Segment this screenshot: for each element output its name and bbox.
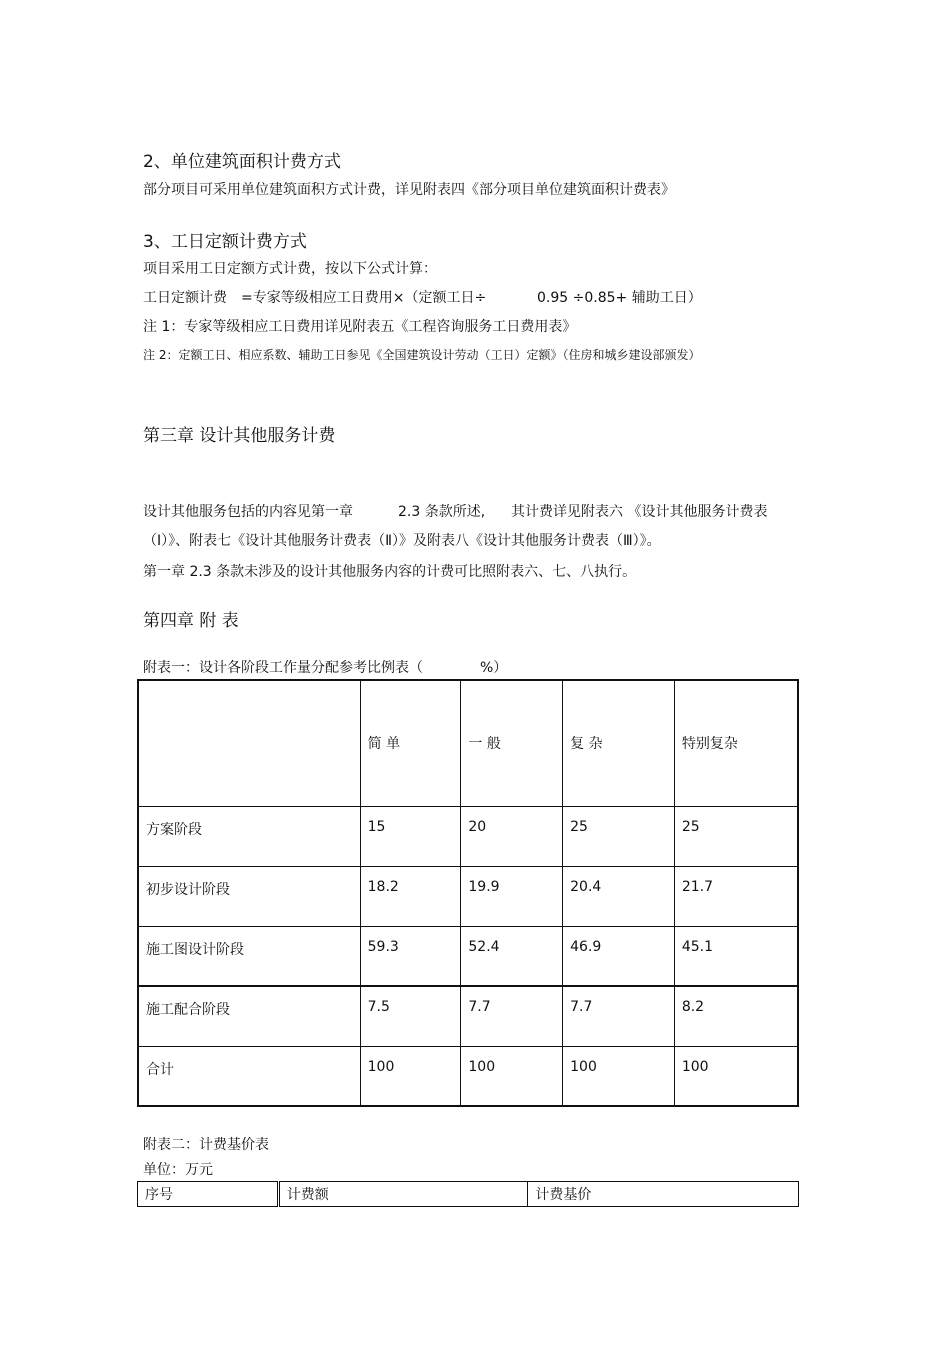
formula-mid: =专家等级相应工日费用×（定额工日÷ (241, 290, 487, 306)
table-cell: 59.3 (360, 926, 461, 986)
table-cell: 20.4 (563, 866, 675, 926)
table-cell: 100 (563, 1046, 675, 1106)
chapter-3-p1-a: 设计其他服务包括的内容见第一章 (143, 504, 353, 520)
table-header-cell: 特别复杂 (674, 680, 798, 806)
table-header-row (138, 1182, 799, 1207)
formula-right: 0.95 ÷0.85+ 辅助工日） (537, 290, 702, 306)
table-header-cell: 计费额 (278, 1182, 528, 1207)
note-1: 注 1：专家等级相应工日费用详见附表五《工程咨询服务工日费用表》 (143, 319, 577, 335)
table1-caption-b: %） (480, 660, 508, 676)
table-cell: 7.5 (360, 986, 461, 1046)
table-header-cell: 简 单 (360, 680, 461, 806)
table-cell: 100 (360, 1046, 461, 1106)
table-cell: 方案阶段 (138, 806, 360, 866)
table-row (138, 866, 798, 926)
chapter-3-p1-b: 2.3 条款所述, (398, 504, 486, 520)
table-cell: 25 (563, 806, 675, 866)
table-cell: 100 (674, 1046, 798, 1106)
section-3-intro: 项目采用工日定额方式计费，按以下公式计算： (143, 261, 437, 277)
formula-left: 工日定额计费 (143, 290, 227, 306)
table-cell: 初步设计阶段 (138, 866, 360, 926)
table-cell: 25 (674, 806, 798, 866)
note-2: 注 2：定额工日、相应系数、辅助工日参见《全国建筑设计劳动（工日）定额》（住房和城乡建设部颁发） (143, 348, 701, 362)
table-cell: 21.7 (674, 866, 798, 926)
chapter-3-p1-c: 其计费详见附表六 《设计其他服务计费表 (511, 504, 768, 520)
table-header-cell: 计费基价 (528, 1182, 799, 1207)
chapter-3-p3: 第一章 2.3 条款未涉及的设计其他服务内容的计费可比照附表六、七、八执行。 (143, 564, 637, 580)
table-header-cell: 一 般 (461, 680, 563, 806)
section-2-text: 部分项目可采用单位建筑面积方式计费，详见附表四《部分项目单位建筑面积计费表》 (143, 182, 675, 198)
table-row (138, 806, 798, 866)
chapter-3-title: 第三章 设计其他服务计费 (143, 426, 336, 446)
table-cell: 施工配合阶段 (138, 986, 360, 1046)
table-cell: 52.4 (461, 926, 563, 986)
table-row (138, 1046, 798, 1106)
section-3-title: 3、工日定额计费方式 (143, 232, 307, 252)
work-allocation-table (137, 679, 799, 1107)
table1-caption-a: 附表一：设计各阶段工作量分配参考比例表（ (143, 660, 423, 676)
table-cell: 46.9 (563, 926, 675, 986)
table-cell: 施工图设计阶段 (138, 926, 360, 986)
table-cell: 8.2 (674, 986, 798, 1046)
table-cell: 7.7 (563, 986, 675, 1046)
table-cell: 15 (360, 806, 461, 866)
table-header-cell: 复 杂 (563, 680, 675, 806)
fee-base-table (137, 1181, 799, 1207)
table-header-cell (138, 680, 360, 806)
table-cell: 100 (461, 1046, 563, 1106)
table-row (138, 926, 798, 986)
table-header-row (138, 680, 798, 806)
table2-caption: 附表二：计费基价表 (143, 1137, 269, 1153)
chapter-4-title: 第四章 附 表 (143, 611, 239, 631)
table-cell: 7.7 (461, 986, 563, 1046)
table-cell: 45.1 (674, 926, 798, 986)
table-row (138, 986, 798, 1046)
section-2-title: 2、单位建筑面积计费方式 (143, 152, 341, 172)
table-cell: 19.9 (461, 866, 563, 926)
table2-unit: 单位：万元 (143, 1162, 213, 1178)
table-cell: 18.2 (360, 866, 461, 926)
table-cell: 20 (461, 806, 563, 866)
table-cell: 合计 (138, 1046, 360, 1106)
chapter-3-p2: （Ⅰ）》、附表七《设计其他服务计费表（Ⅱ）》及附表八《设计其他服务计费表（Ⅲ）》。 (143, 533, 661, 549)
table-header-cell: 序号 (138, 1182, 279, 1207)
